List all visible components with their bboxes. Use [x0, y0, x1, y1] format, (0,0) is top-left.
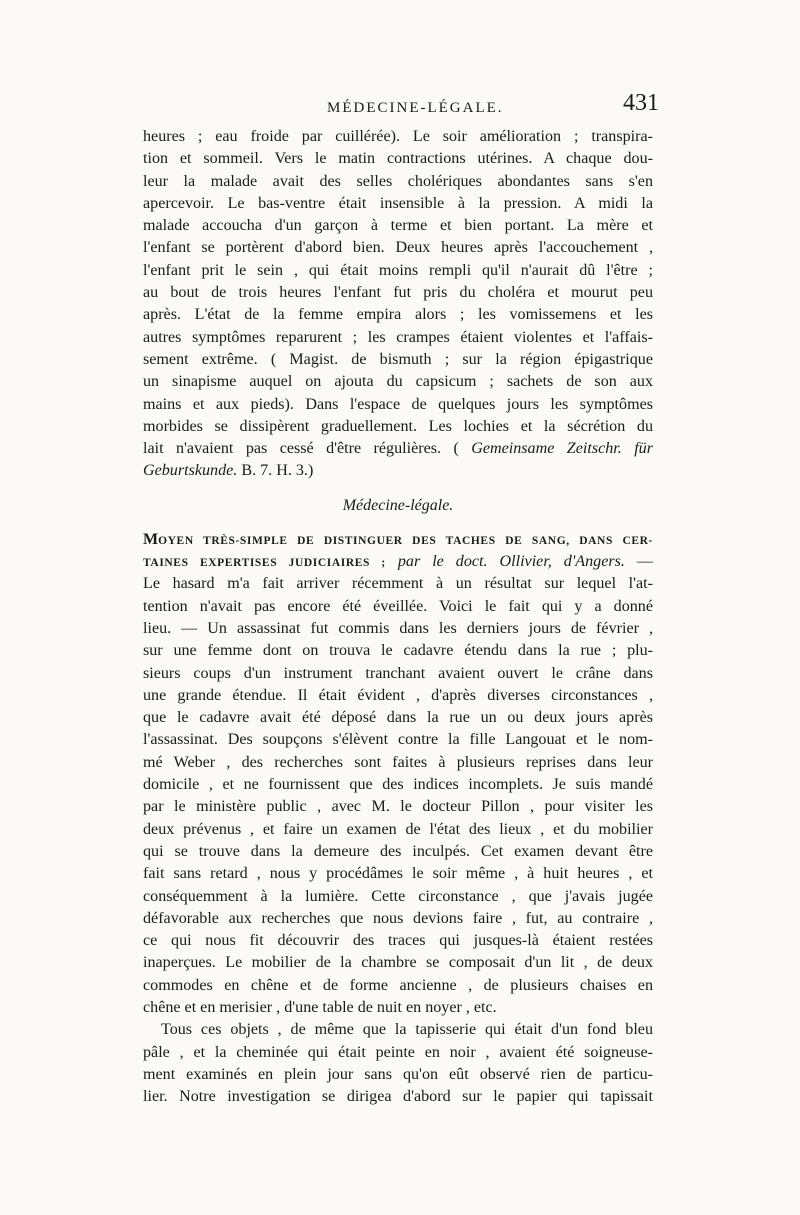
text-line: une grande étendue. Il était évident , d'après diverses circonstances , — [143, 686, 653, 704]
text-line: mé Weber , des recherches sont faites à plusieurs reprises dans leur — [143, 753, 653, 771]
text-line: tention n'avait pas encore été éveillée. Voici le fait qui y a donné — [143, 597, 653, 615]
text-line: morbides se dissipèrent graduellement. Les lochies et la sécrétion du — [143, 417, 653, 435]
text-line: pâle , et la cheminée qui était peinte en noir , avaient été soigneuse- — [143, 1043, 653, 1061]
citation-journal-cont: Geburtskunde. — [143, 462, 238, 480]
citation-journal: Gemeinsame Zeitschr. für — [471, 440, 653, 458]
text-line: défavorable aux recherches que nous devions faire , fut, au contraire , — [143, 909, 653, 927]
text-line: sur une femme dont on trouva le cadavre étendu dans la rue ; plu- — [143, 642, 653, 660]
text-line: deux prévenus , et faire un examen de l'état des lieux , et du mobilier — [143, 820, 653, 838]
article — [143, 529, 653, 1109]
text-line: domicile , et ne fournissent que des indices incomplets. Je suis mandé — [143, 776, 653, 794]
text-line: malade accoucha d'un garçon à terme et bien portant. La mère et — [143, 217, 653, 235]
text-line: sement extrême. ( Magist. de bismuth ; sur la région épigastrique — [143, 350, 653, 368]
text-line: autres symptômes reparurent ; les crampes étaient violentes et l'affais- — [143, 328, 653, 346]
article-title-initial: M — [143, 530, 159, 548]
text-line: commodes en chêne et de forme ancienne , de plusieurs chaises en — [143, 976, 653, 994]
text-line: au bout de trois heures l'enfant fut pris du choléra et mourut peu — [143, 284, 653, 302]
text-line: leur la malade avait des selles cholériques abondantes sans s'en — [143, 172, 653, 190]
text-line: l'assassinat. Des soupçons s'élèvent contre la fille Langouat et le nom- — [143, 731, 653, 749]
section-heading: Médecine-légale. — [342, 496, 454, 514]
text-line: l'enfant prit le sein , qui était moins rempli qu'il n'aurait dû l'être ; — [143, 261, 653, 279]
text-line: ment examinés en plein jour sans qu'on eût observé rien de particu- — [143, 1065, 653, 1083]
article-title-line — [143, 529, 653, 551]
text-line: conséquemment à la lumière. Cette circonstance , que j'avais jugée — [143, 887, 653, 905]
page-header — [143, 90, 659, 126]
text-line — [143, 460, 653, 482]
text-line: l'enfant se portèrent d'abord bien. Deux heures après l'accouchement , — [143, 239, 653, 257]
text-line: mains et aux pieds). Dans l'espace de quelques jours les symptômes — [143, 395, 653, 413]
text-line: lieu. — Un assassinat fut commis dans les derniers jours de février , — [143, 619, 653, 637]
body-text — [143, 126, 653, 1108]
text-line: Le hasard m'a fait arriver récemment à un résultat sur lequel l'at- — [143, 575, 653, 593]
text-line: tion et sommeil. Vers le matin contractions utérines. A chaque dou- — [143, 150, 653, 168]
article-author: le doct. Ollivier, d'Angers. — [432, 553, 625, 571]
page-number: 431 — [623, 90, 659, 116]
article-title: OYEN TRÈS-SIMPLE DE DISTINGUER DES TACHES DE SANG, DANS CER- — [158, 534, 653, 547]
text-line: sieurs coups d'un instrument tranchant avaient ouvert le crâne dans — [143, 664, 653, 682]
text-line: ce qui nous fit découvrir des traces qui jusques-là étaient restées — [143, 932, 653, 950]
text-line: après. L'état de la femme empira alors ; les vomissemens et les — [143, 306, 653, 324]
citation-volume: B. 7. H. 3.) — [237, 462, 314, 480]
text-line: heures ; eau froide par cuillérée). Le soir amélioration ; transpira- — [143, 128, 653, 145]
text-line: fait sans retard , nous y procédâmes le soir même , à huit heures , et — [143, 865, 653, 883]
byline-prefix: par — [385, 553, 433, 571]
running-title: MÉDECINE-LÉGALE. — [327, 100, 504, 116]
text-segment: lait n'avaient pas cessé d'être régulières. ( — [143, 440, 459, 458]
text-line: Tous ces objets , de même que la tapisserie qui était d'un fond bleu — [161, 1021, 653, 1039]
text-line: inaperçues. Le mobilier de la chambre se composait d'un lit , de deux — [143, 954, 653, 972]
article-title-cont: TAINES EXPERTISES JUDICIAIRES ; — [143, 557, 386, 570]
text-line: un sinapisme auquel on ajouta du capsicum ; sachets de son aux — [143, 373, 653, 391]
text-line — [143, 438, 653, 460]
article-title-line — [143, 551, 653, 573]
text-line: que le cadavre avait été déposé dans la rue un ou deux jours après — [143, 709, 653, 727]
byline-dash: — — [624, 553, 654, 571]
text-line: par le ministère public , avec M. le docteur Pillon , pour visiter les — [143, 798, 653, 816]
text-line: lier. Notre investigation se dirigea d'abord sur le papier qui tapissait — [143, 1088, 653, 1106]
text-line: apercevoir. Le bas-ventre était insensible à la pression. A midi la — [143, 194, 653, 212]
text-line: chêne et en merisier , d'une table de nuit en noyer , etc. — [143, 998, 497, 1016]
text-line: qui se trouve dans la demeure des inculpés. Cet examen devant être — [143, 842, 653, 860]
paragraph-continuation — [143, 126, 653, 483]
